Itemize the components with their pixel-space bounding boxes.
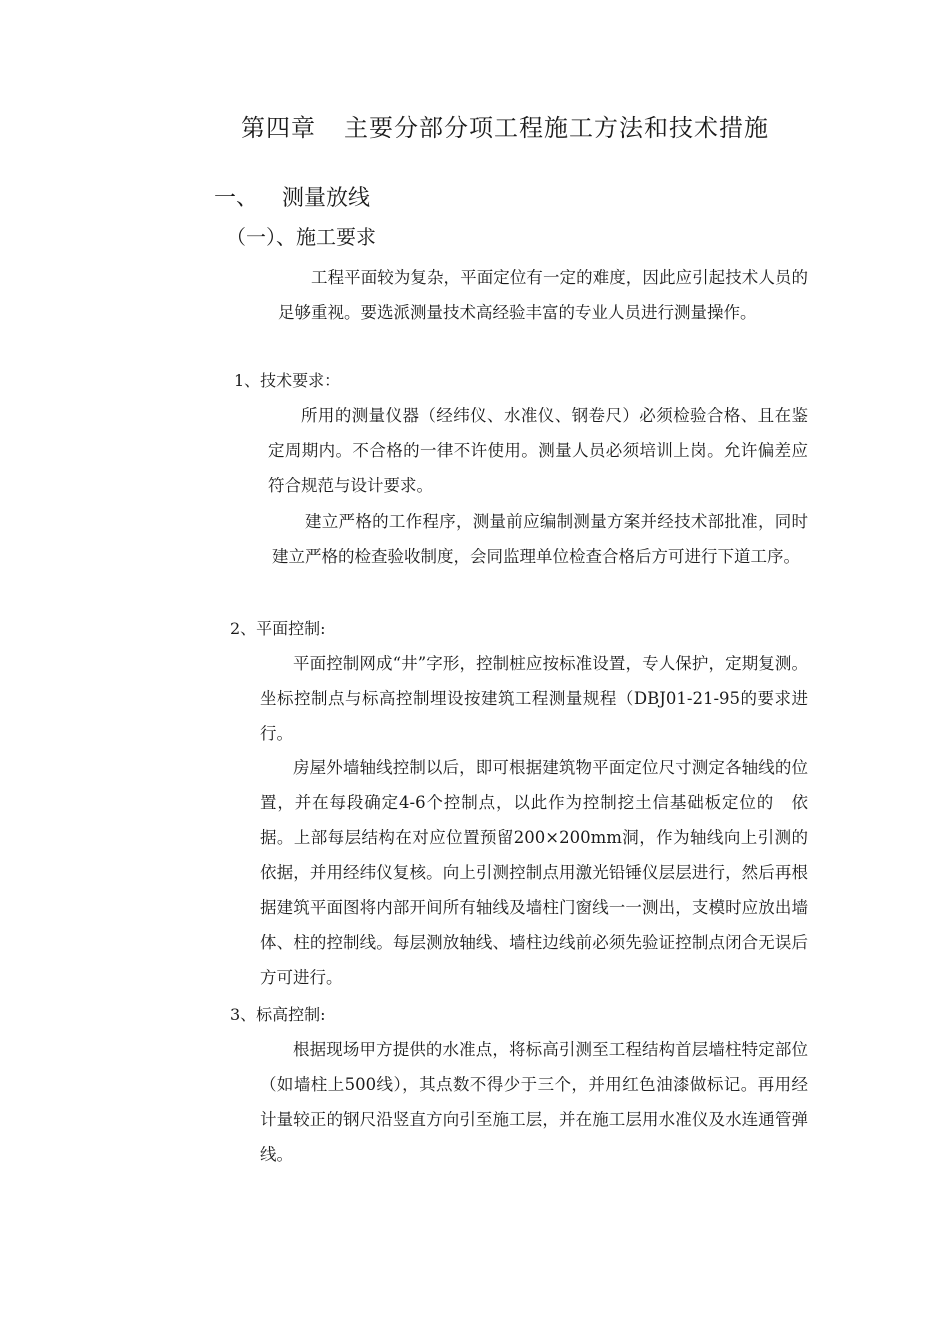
item-heading-plane-control: 2、平面控制: xyxy=(230,619,326,638)
subsection-heading: （一）、施工要求 xyxy=(226,225,376,249)
chapter-title xyxy=(0,112,950,144)
section-title: 测量放线 xyxy=(282,186,371,211)
section-heading-1 xyxy=(214,184,370,214)
intro-paragraph: 工程平面较为复杂，平面定位有一定的难度，因此应引起技术人员的足够重视。要选派测量技术高经验丰富的专业人员进行测量操作。 xyxy=(278,268,808,322)
item-heading-elevation-control: 3、标高控制: xyxy=(230,1005,326,1024)
chapter-title-text: 主要分部分项工程施工方法和技术措施 xyxy=(344,114,769,142)
section-number: 一、 xyxy=(214,186,259,211)
technical-paragraph-1: 所用的测量仪器（经纬仪、水准仪、钢卷尺）必须检验合格、且在鉴定周期内。不合格的一律不许使用。测量人员必须培训上岗。允许偏差应符合规范与设计要求。 xyxy=(268,406,808,495)
item-heading-technical: 1、技术要求： xyxy=(234,371,341,390)
technical-paragraph-2: 建立严格的工作程序，测量前应编制测量方案并经技术部批准，同时建立严格的检查验收制度，会同监理单位检查合格后方可进行下道工序。 xyxy=(272,512,808,566)
plane-control-paragraph-2: 房屋外墙轴线控制以后，即可根据建筑物平面定位尺寸测定各轴线的位置，并在每段确定4-6个控制点，以此作为控制挖土信基础板定位的 依据。上部每层结构在对应位置预留200×200mm洞，作为轴线向上引测的依据，并用经纬仪复核。向上引测控制点用激光铅锤仪层层进行，然后再根据建筑平面图将内部开间所有轴线及墙柱门窗线一一测出，支模时应放出墙体、柱的控制线。每层测放轴线、墙柱边线前必须先验证控制点闭合无误后方可进行。 xyxy=(260,758,808,987)
plane-control-paragraph-1: 平面控制网成“井”字形，控制桩应按标准设置，专人保护，定期复测。坐标控制点与标高控制埋设按建筑工程测量规程（DBJ01-21-95的要求进行。 xyxy=(260,654,808,743)
elevation-control-paragraph: 根据现场甲方提供的水准点，将标高引测至工程结构首层墙柱特定部位（如墙柱上500线），其点数不得少于三个，并用红色油漆做标记。再用经计量较正的钢尺沿竖直方向引至施工层，并在施工层用水准仪及水连通管弹线。 xyxy=(260,1040,808,1164)
chapter-number: 第四章 xyxy=(241,114,316,142)
